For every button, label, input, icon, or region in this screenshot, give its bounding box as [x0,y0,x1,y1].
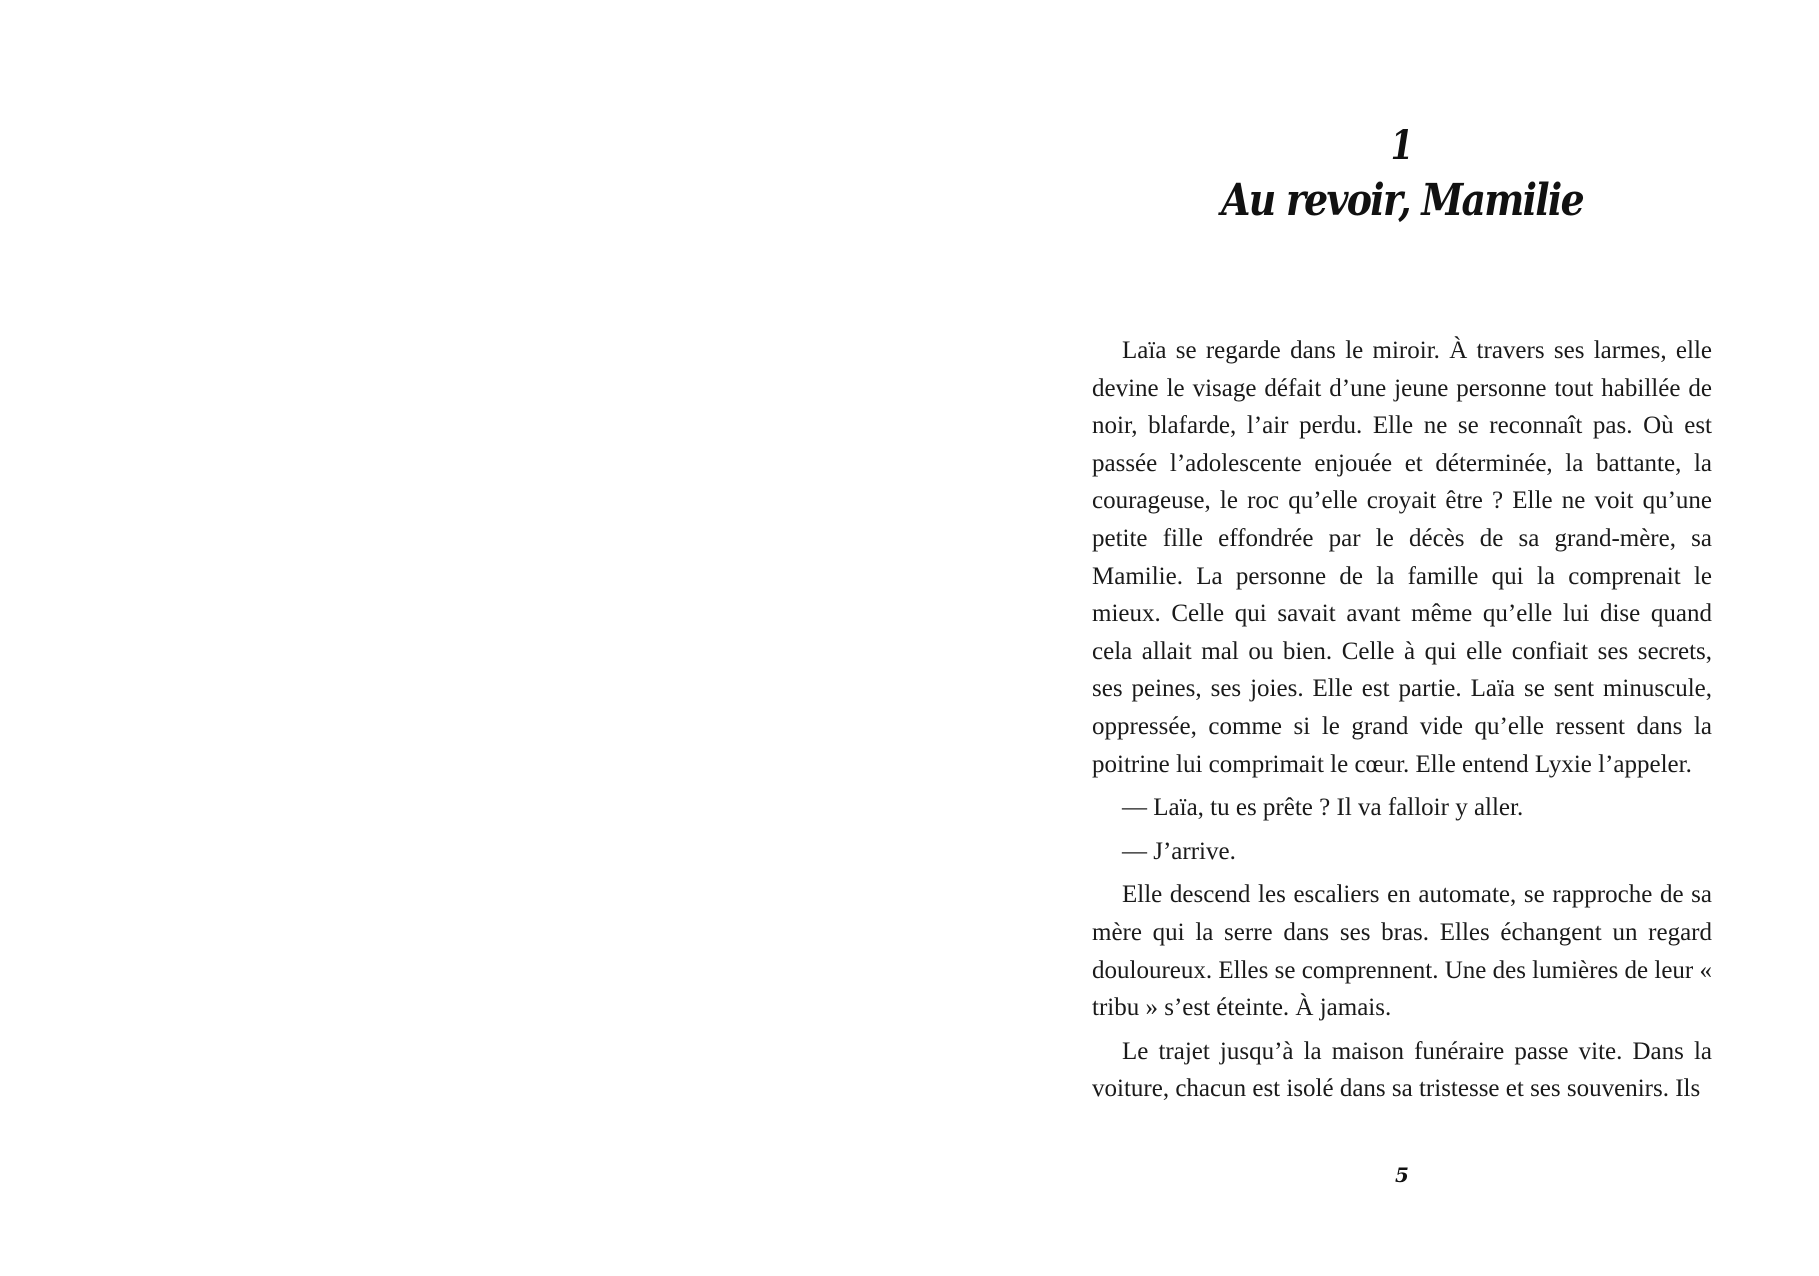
dialogue-line: — Laïa, tu es prête ? Il va falloir y aller. [1122,794,1524,822]
left-page-blank [0,0,909,1276]
paragraph: Elle descend les escaliers en automate, se rapproche de sa mère qui la serre dans ses bras. Elles échangent un regard douloureux. Elles se comprennent. Une des lumières de leur « tribu » s’est éteinte. À jamais. [1092,881,1712,1022]
paragraph: Laïa se regarde dans le miroir. À travers ses larmes, elle devine le visage défait d’une jeune personne tout habillée de noir, blafarde, l’air perdu. Elle ne se reconnaît pas. Où est passée l’adolescente enjouée et déterminée, la battante, la courageuse, le roc qu’elle croyait être ? Elle ne voit qu’une petite fille effondrée par le décès de sa grand-mère, sa Mamilie. La personne de la famille qui la comprenait le mieux. Celle qui savait avant même qu’elle lui dise quand cela allait mal ou bien. Celle à qui elle confiait ses secrets, ses peines, ses joies. Elle est partie. Laïa se sent minuscule, oppressée, comme si le grand vide qu’elle ressent dans la poitrine lui comprimait le cœur. Elle entend Lyxie l’appeler. [1092,337,1712,778]
paragraph: Le trajet jusqu’à la maison funéraire passe vite. Dans la voiture, chacun est isolé dans sa tristesse et ses souvenirs. Ils [1092,1037,1712,1103]
chapter-title: Au revoir, Mamilie [1221,175,1583,226]
chapter-number: 1 [1390,122,1414,169]
body-text [1092,332,1712,1114]
chapter-heading [1092,120,1712,230]
dialogue-line: — J’arrive. [1122,837,1236,865]
page-number: 5 [1395,1163,1409,1187]
